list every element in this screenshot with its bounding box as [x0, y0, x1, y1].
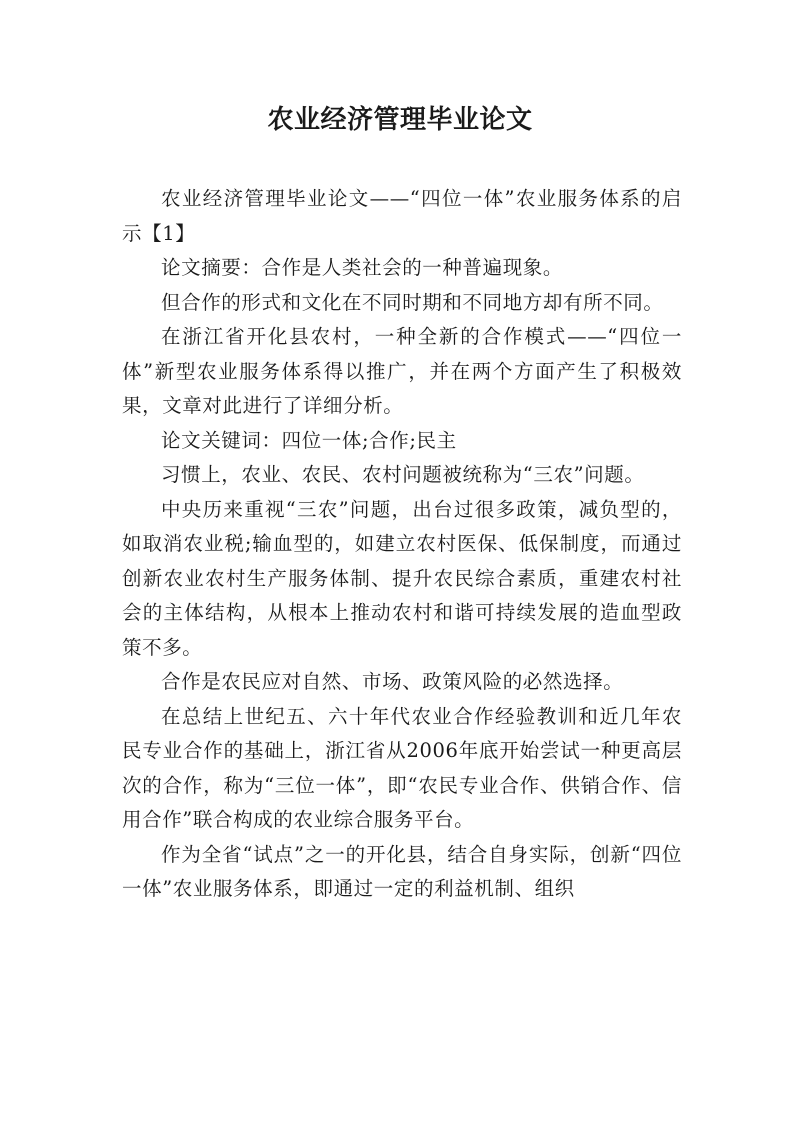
paragraph-keywords: 论文关键词：四位一体;合作;民主 — [161, 428, 457, 452]
paragraph: 在浙江省开化县农村，一种全新的合作模式——“四位一体”新型农业服务体系得以推广，并在两个方面产生了积极效果，文章对此进行了详细分析。 — [122, 325, 682, 417]
paragraph: 习惯上，农业、农民、农村问题被统称为“三农”问题。 — [161, 463, 645, 486]
paragraph: 合作是农民应对自然、市场、政策风险的必然选择。 — [161, 670, 624, 693]
paragraph-abstract: 论文摘要：合作是人类社会的一种普遍现象。 — [161, 256, 564, 279]
paragraph: 中央历来重视“三农”问题，出台过很多政策，减负型的，如取消农业税;输血型的，如建立农村医保、低保制度，而通过创新农业农村生产服务体制、提升农民综合素质，重建农村社会的主体结构，从根本上推动农村和谐可持续发展的造血型政策不多。 — [122, 497, 682, 659]
paragraph: 在总结上世纪五、六十年代农业合作经验教训和近几年农民专业合作的基础上，浙江省从2006年底开始尝试一种更高层次的合作，称为“三位一体”，即“农民专业合作、供销合作、信用合作”联合构成的农业综合服务平台。 — [122, 704, 682, 831]
paragraph: 但合作的形式和文化在不同时期和不同地方却有所不同。 — [161, 290, 664, 314]
document-body — [122, 182, 682, 907]
paragraph-heading: 农业经济管理毕业论文——“四位一体”农业服务体系的启示【1】 — [122, 187, 682, 245]
document-title: 农业经济管理毕业论文 — [267, 105, 533, 135]
paragraph: 作为全省“试点”之一的开化县，结合自身实际，创新“四位一体”农业服务体系，即通过一定的利益机制、组织 — [122, 842, 682, 900]
